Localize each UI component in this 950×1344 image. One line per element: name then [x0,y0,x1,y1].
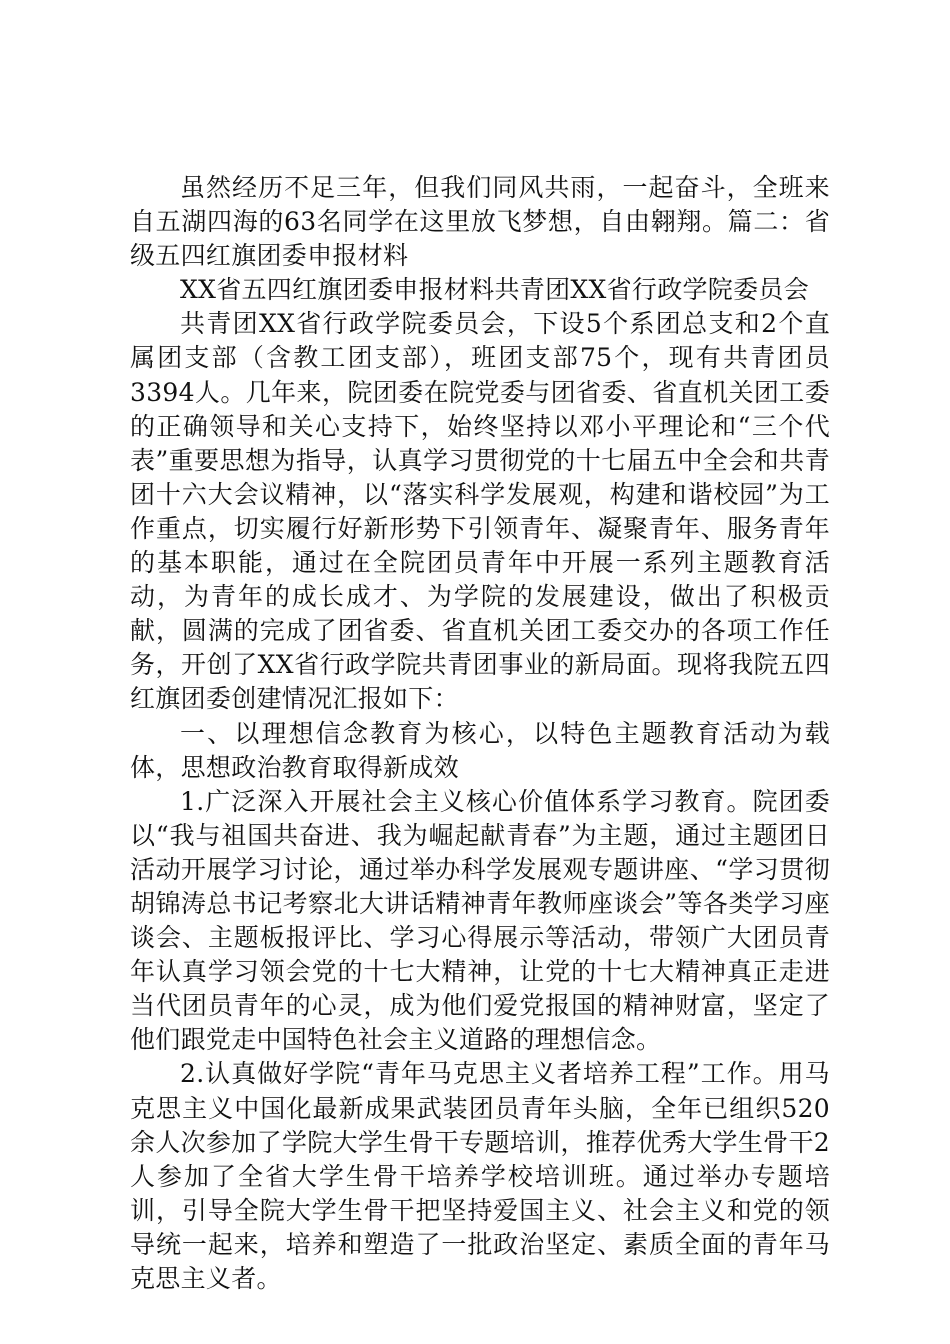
paragraph-item-2: 2.认真做好学院“青年马克思主义者培养工程”工作。用马克思主义中国化最新成果武装团员青年头脑，全年已组织520余人次参加了学院大学生骨干专题培训，推荐优秀大学生骨干2人参加了全省大学生骨干培养学校培训班。通过举办专题培训，引导全院大学生骨干把坚持爱国主义、社会主义和党的领导统一起来，培养和塑造了一批政治坚定、素质全面的青年马克思主义者。 [130,1059,830,1293]
section-heading: 一、以理想信念教育为核心，以特色主题教育活动为载体，思想政治教育取得新成效 [130,718,830,782]
paragraph-item-1: 1.广泛深入开展社会主义核心价值体系学习教育。院团委以“我与祖国共奋进、我为崛起献青春”为主题，通过主题团日活动开展学习讨论，通过举办科学发展观专题讲座、“学习贯彻胡锦涛总书记考察北大讲话精神青年教师座谈会”等各类学习座谈会、主题板报评比、学习心得展示等活动，带领广大团员青年认真学习领会党的十七大精神，让党的十七大精神真正走进当代团员青年的心灵，成为他们爱党报国的精神财富，坚定了他们跟党走中国特色社会主义道路的理想信念。 [130,786,830,1055]
document-body [130,171,830,1296]
paragraph-intro: 虽然经历不足三年，但我们同风共雨，一起奋斗，全班来自五湖四海的63名同学在这里放飞梦想，自由翱翔。篇二：省级五四红旗团委申报材料 [130,173,830,271]
paragraph-overview: 共青团XX省行政学院委员会，下设5个系团总支和2个直属团支部（含教工团支部），班团支部75个，现有共青团员3394人。几年来，院团委在院党委与团省委、省直机关团工委的正确领导和关心支持下，始终坚持以邓小平理论和“三个代表”重要思想为指导，认真学习贯彻党的十七届五中全会和共青团十六大会议精神，以“落实科学发展观，构建和谐校园”为工作重点，切实履行好新形势下引领青年、凝聚青年、服务青年的基本职能，通过在全院团员青年中开展一系列主题教育活动，为青年的成长成才、为学院的发展建设，做出了积极贡献，圆满的完成了团省委、省直机关团工委交办的各项工作任务，开创了XX省行政学院共青团事业的新局面。现将我院五四红旗团委创建情况汇报如下： [130,309,830,714]
paragraph-title: XX省五四红旗团委申报材料共青团XX省行政学院委员会 [180,275,809,305]
